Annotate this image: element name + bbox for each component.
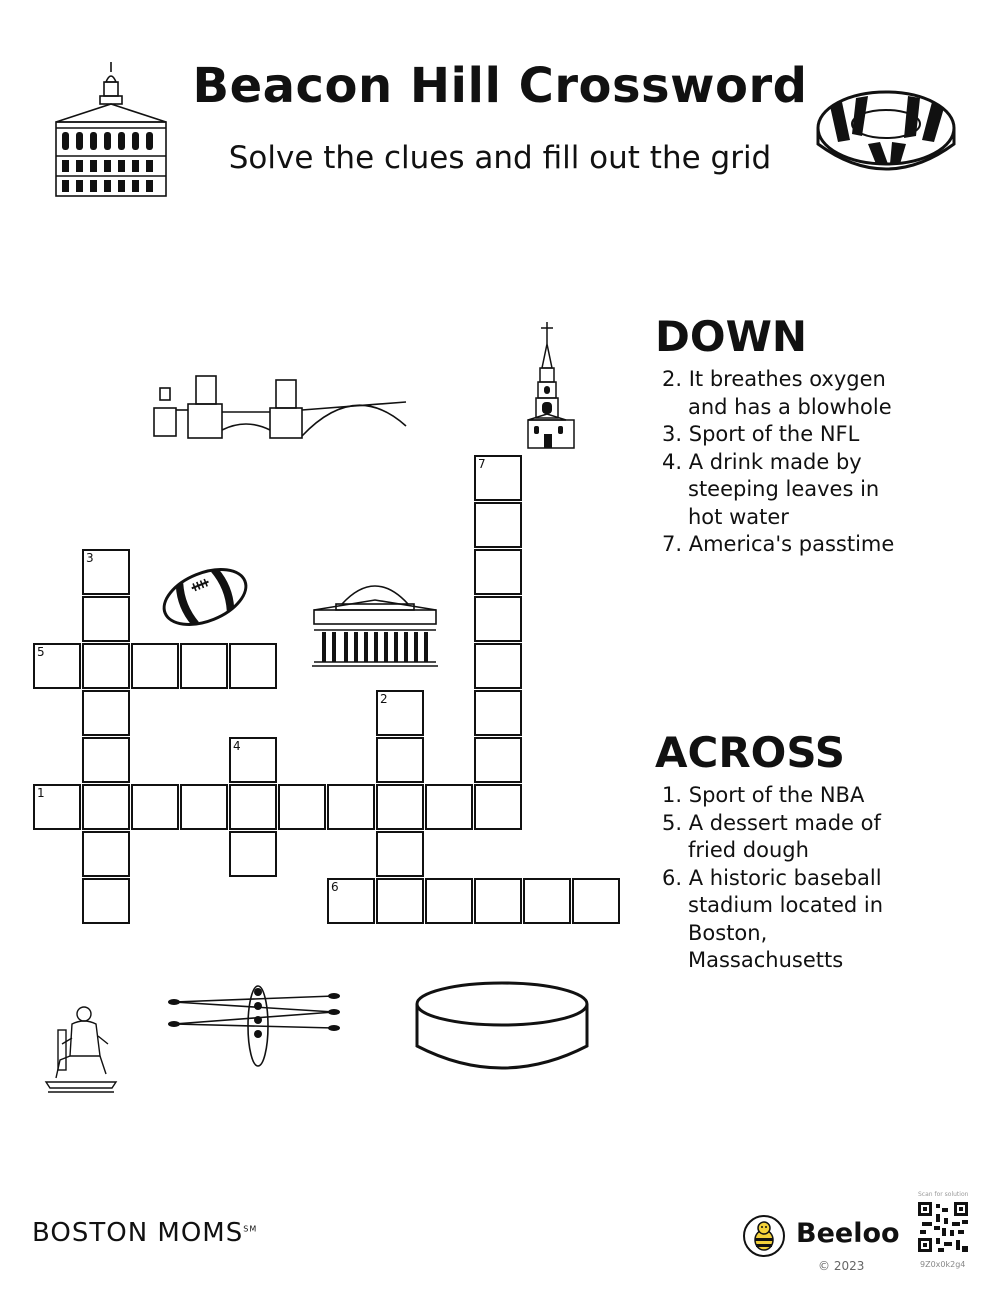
clue-text: America's passtime xyxy=(688,532,895,556)
across-clue-list xyxy=(655,782,918,975)
grid-cell[interactable] xyxy=(376,784,424,830)
clue-text: Sport of the NBA xyxy=(688,783,865,807)
grid-cell[interactable] xyxy=(474,596,522,642)
grid-cell[interactable] xyxy=(229,643,277,689)
clue-text: A drink made by steeping leaves in hot water xyxy=(688,449,880,529)
grid-cell[interactable] xyxy=(376,690,424,736)
clue-item xyxy=(655,421,918,449)
clue-num: 2. xyxy=(662,367,683,391)
clue-number: 6 xyxy=(331,880,339,894)
qr-code-icon[interactable] xyxy=(918,1202,968,1252)
grid-cell[interactable] xyxy=(33,784,81,830)
boston-moms-logo xyxy=(32,1218,257,1248)
hockey-puck-icon xyxy=(414,980,590,1074)
grid-cell[interactable] xyxy=(474,643,522,689)
statue-icon xyxy=(42,1000,120,1092)
clue-number: 5 xyxy=(37,645,45,659)
grid-cell[interactable] xyxy=(82,690,130,736)
grid-cell[interactable] xyxy=(82,831,130,877)
clue-number: 7 xyxy=(478,457,486,471)
brand-text: BOSTON MOMS xyxy=(32,1218,244,1248)
grid-cell[interactable] xyxy=(131,643,179,689)
copyright: © 2023 xyxy=(818,1259,865,1273)
grid-cell[interactable] xyxy=(474,690,522,736)
grid-cell[interactable] xyxy=(425,878,473,924)
page-subtitle: Solve the clues and fill out the grid xyxy=(228,140,772,176)
grid-cell[interactable] xyxy=(474,737,522,783)
clue-item xyxy=(655,449,918,532)
clue-num: 5. xyxy=(662,810,683,835)
clue-num: 6. xyxy=(662,865,683,890)
grid-cell[interactable] xyxy=(474,455,522,501)
grid-cell[interactable] xyxy=(180,784,228,830)
grid-cell[interactable] xyxy=(425,784,473,830)
ring-sculpture-icon xyxy=(816,84,956,180)
rowing-crew-icon xyxy=(166,982,342,1070)
clue-item xyxy=(655,810,918,865)
grid-cell[interactable] xyxy=(82,737,130,783)
clue-text: It breathes oxygen and has a blowhole xyxy=(688,367,892,419)
clue-text: Sport of the NFL xyxy=(688,422,860,446)
grid-cell[interactable] xyxy=(229,737,277,783)
grid-cell[interactable] xyxy=(327,784,375,830)
grid-cell[interactable] xyxy=(474,549,522,595)
across-heading: ACROSS xyxy=(655,728,845,777)
down-clue-list xyxy=(655,366,918,559)
clue-num: 4. xyxy=(662,449,683,474)
clue-number: 3 xyxy=(86,551,94,565)
grid-cell[interactable] xyxy=(474,878,522,924)
grid-cell[interactable] xyxy=(376,878,424,924)
clue-item xyxy=(655,366,918,421)
dome-building-icon xyxy=(312,574,438,670)
grid-cell[interactable] xyxy=(33,643,81,689)
grid-cell[interactable] xyxy=(474,502,522,548)
clue-number: 1 xyxy=(37,786,45,800)
clue-number: 4 xyxy=(233,739,241,753)
grid-cell[interactable] xyxy=(82,643,130,689)
brand-mark: SM xyxy=(243,1224,258,1234)
grid-cell[interactable] xyxy=(376,737,424,783)
scan-label: Scan for solution xyxy=(918,1191,969,1198)
bee-logo-icon xyxy=(742,1214,786,1258)
grid-cell[interactable] xyxy=(180,643,228,689)
clue-item xyxy=(655,531,918,559)
clue-num: 3. xyxy=(662,422,683,446)
clue-number: 2 xyxy=(380,692,388,706)
page-title: Beacon Hill Crossword xyxy=(192,58,808,114)
grid-cell[interactable] xyxy=(376,831,424,877)
beeloo-logo: Beeloo xyxy=(796,1218,900,1249)
grid-cell[interactable] xyxy=(82,784,130,830)
clue-item xyxy=(655,865,918,975)
grid-cell[interactable] xyxy=(131,784,179,830)
down-heading: DOWN xyxy=(655,312,808,361)
clue-item xyxy=(655,782,918,810)
grid-cell[interactable] xyxy=(278,784,326,830)
grid-cell[interactable] xyxy=(229,831,277,877)
grid-cell[interactable] xyxy=(82,549,130,595)
grid-cell[interactable] xyxy=(474,784,522,830)
clue-num: 1. xyxy=(662,783,683,807)
clue-text: A dessert made of fried dough xyxy=(688,810,881,862)
bridge-icon xyxy=(150,370,410,440)
grid-cell[interactable] xyxy=(327,878,375,924)
puzzle-code: 9Z0x0k2g4 xyxy=(920,1260,966,1269)
grid-cell[interactable] xyxy=(82,596,130,642)
grid-cell[interactable] xyxy=(572,878,620,924)
football-icon xyxy=(160,564,250,630)
faneuil-hall-icon xyxy=(52,60,170,200)
clue-text: A historic baseball stadium located in Boston, Massachusetts xyxy=(688,865,884,972)
grid-cell[interactable] xyxy=(523,878,571,924)
grid-cell[interactable] xyxy=(229,784,277,830)
clue-num: 7. xyxy=(662,532,683,556)
church-steeple-icon xyxy=(522,322,580,450)
grid-cell[interactable] xyxy=(82,878,130,924)
